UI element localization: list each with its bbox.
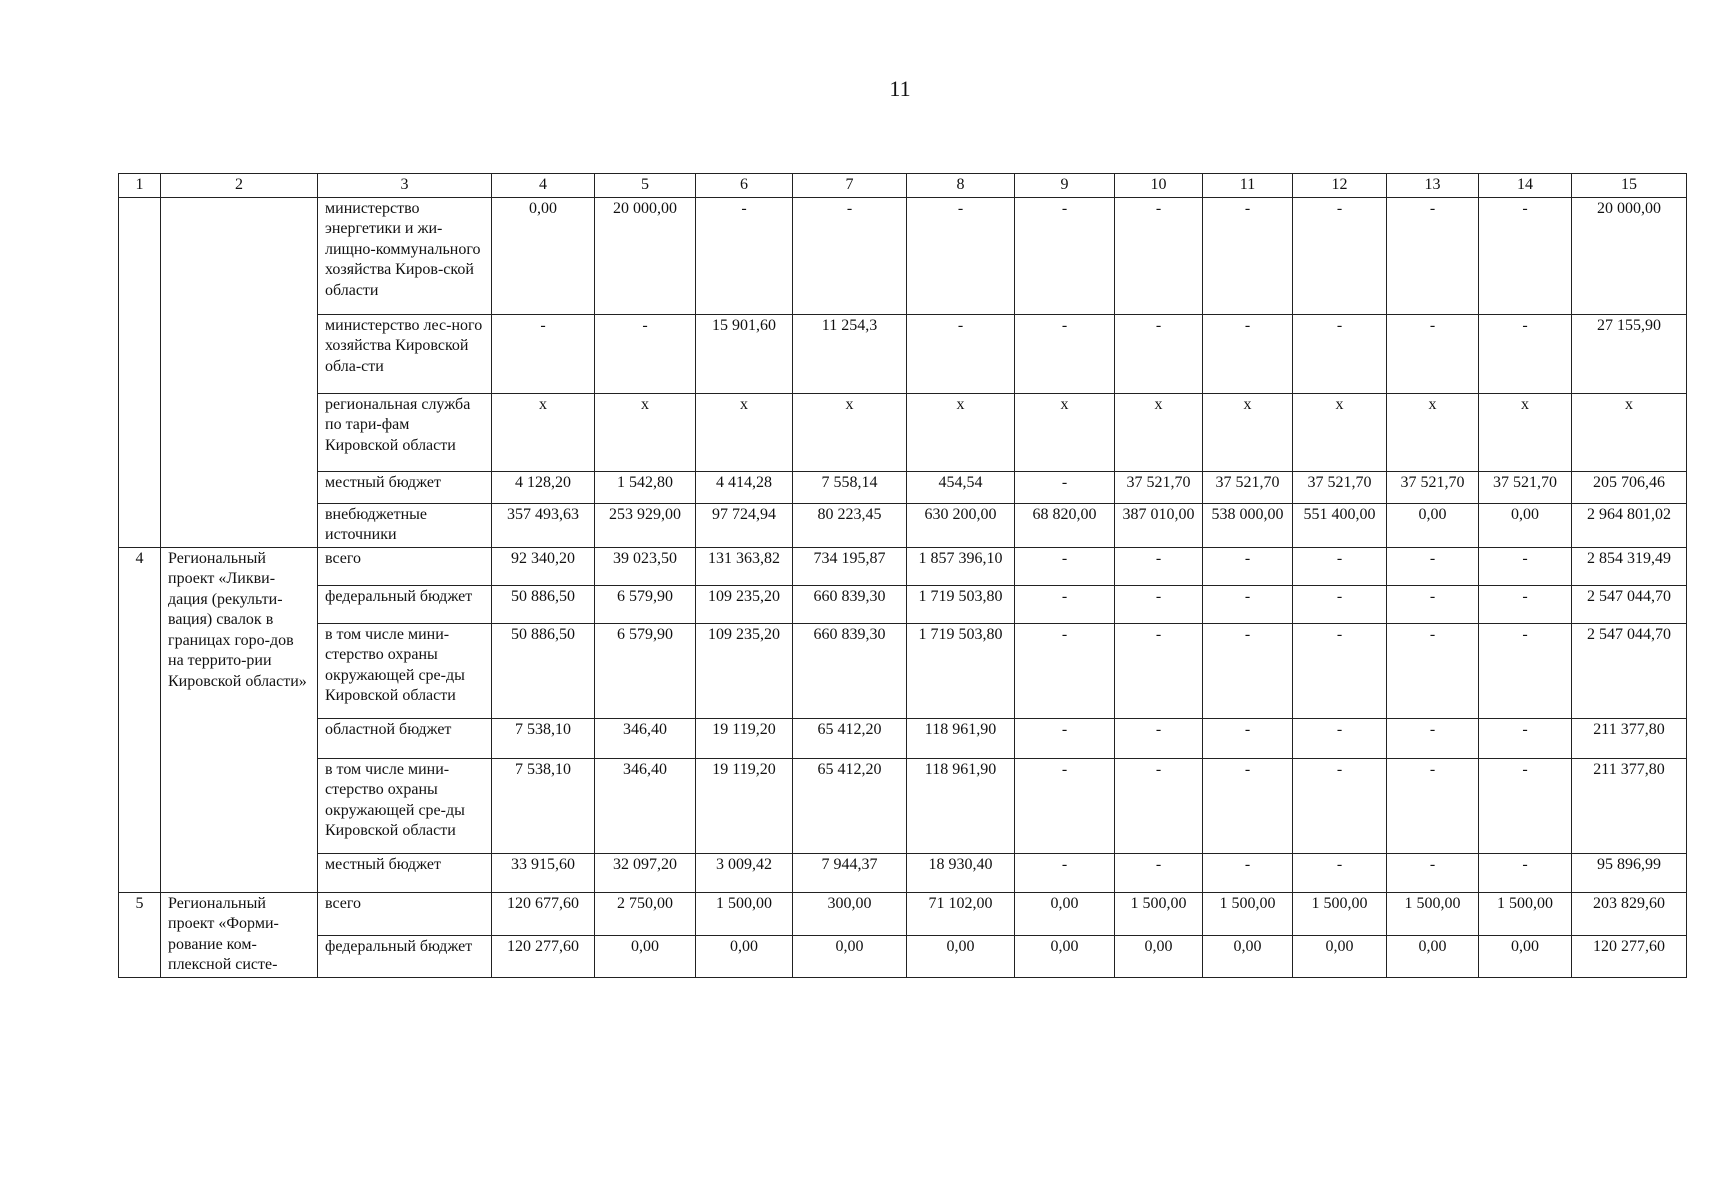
- amount-cell: 660 839,30: [793, 623, 907, 718]
- amount-cell: 37 521,70: [1203, 471, 1293, 503]
- column-number: 13: [1387, 174, 1479, 198]
- funding-source: внебюджетные источники: [318, 503, 492, 547]
- amount-cell: 118 961,90: [907, 758, 1015, 853]
- table-row: [119, 718, 1687, 758]
- amount-cell: 1 542,80: [595, 471, 696, 503]
- amount-cell: 97 724,94: [696, 503, 793, 547]
- funding-source: министерство энергетики и жи-лищно-коммунального хозяйства Киров-ской области: [318, 197, 492, 314]
- amount-cell: -: [1293, 547, 1387, 585]
- amount-cell: -: [1115, 718, 1203, 758]
- amount-cell: 2 750,00: [595, 892, 696, 936]
- amount-cell: -: [1203, 758, 1293, 853]
- amount-cell: 357 493,63: [492, 503, 595, 547]
- amount-cell: -: [1479, 758, 1572, 853]
- amount-cell: -: [492, 314, 595, 393]
- table-row: [119, 547, 1687, 585]
- amount-cell: -: [1387, 623, 1479, 718]
- amount-cell: 19 119,20: [696, 758, 793, 853]
- funding-source: в том числе мини-стерство охраны окружающей сре-ды Кировской области: [318, 623, 492, 718]
- amount-cell: 734 195,87: [793, 547, 907, 585]
- item-number: [119, 197, 161, 547]
- amount-cell: x: [793, 393, 907, 471]
- amount-cell: 1 500,00: [1203, 892, 1293, 936]
- amount-cell: 1 500,00: [1115, 892, 1203, 936]
- table-row: [119, 197, 1687, 314]
- amount-cell: 19 119,20: [696, 718, 793, 758]
- amount-cell: -: [1015, 718, 1115, 758]
- amount-cell: 6 579,90: [595, 623, 696, 718]
- amount-cell: 253 929,00: [595, 503, 696, 547]
- amount-cell: x: [1115, 393, 1203, 471]
- total-value: 20 000,00: [1572, 197, 1687, 314]
- amount-cell: 20 000,00: [595, 197, 696, 314]
- column-number: 5: [595, 174, 696, 198]
- amount-cell: -: [1387, 758, 1479, 853]
- amount-cell: 538 000,00: [1203, 503, 1293, 547]
- amount-cell: 551 400,00: [1293, 503, 1387, 547]
- amount-cell: 65 412,20: [793, 758, 907, 853]
- amount-cell: 0,00: [1203, 936, 1293, 977]
- project-name: [161, 197, 318, 547]
- amount-cell: 454,54: [907, 471, 1015, 503]
- amount-cell: 0,00: [907, 936, 1015, 977]
- amount-cell: 3 009,42: [696, 853, 793, 892]
- amount-cell: 1 500,00: [696, 892, 793, 936]
- amount-cell: 50 886,50: [492, 623, 595, 718]
- amount-cell: 346,40: [595, 718, 696, 758]
- total-value: 120 277,60: [1572, 936, 1687, 977]
- amount-cell: -: [1479, 623, 1572, 718]
- funding-source: всего: [318, 547, 492, 585]
- amount-cell: -: [1015, 623, 1115, 718]
- amount-cell: -: [1015, 853, 1115, 892]
- amount-cell: x: [1479, 393, 1572, 471]
- amount-cell: 120 277,60: [492, 936, 595, 977]
- amount-cell: -: [1203, 623, 1293, 718]
- amount-cell: -: [1203, 853, 1293, 892]
- amount-cell: 71 102,00: [907, 892, 1015, 936]
- amount-cell: -: [1015, 585, 1115, 623]
- amount-cell: -: [1015, 197, 1115, 314]
- column-number: 6: [696, 174, 793, 198]
- table-row: [119, 758, 1687, 853]
- total-value: 205 706,46: [1572, 471, 1687, 503]
- funding-source: федеральный бюджет: [318, 585, 492, 623]
- funding-source: областной бюджет: [318, 718, 492, 758]
- amount-cell: 0,00: [1015, 892, 1115, 936]
- amount-cell: -: [1293, 718, 1387, 758]
- table-row: [119, 892, 1687, 936]
- amount-cell: 109 235,20: [696, 585, 793, 623]
- amount-cell: 92 340,20: [492, 547, 595, 585]
- amount-cell: 65 412,20: [793, 718, 907, 758]
- amount-cell: 68 820,00: [1015, 503, 1115, 547]
- funding-source: местный бюджет: [318, 853, 492, 892]
- total-value: 211 377,80: [1572, 758, 1687, 853]
- total-value: 2 854 319,49: [1572, 547, 1687, 585]
- amount-cell: 1 500,00: [1293, 892, 1387, 936]
- amount-cell: 7 944,37: [793, 853, 907, 892]
- amount-cell: 33 915,60: [492, 853, 595, 892]
- amount-cell: -: [1203, 718, 1293, 758]
- amount-cell: 37 521,70: [1387, 471, 1479, 503]
- amount-cell: 0,00: [492, 197, 595, 314]
- column-number: 9: [1015, 174, 1115, 198]
- amount-cell: -: [907, 314, 1015, 393]
- amount-cell: -: [696, 197, 793, 314]
- total-value: 211 377,80: [1572, 718, 1687, 758]
- funding-source: региональная служба по тари-фам Кировской области: [318, 393, 492, 471]
- amount-cell: -: [1203, 547, 1293, 585]
- amount-cell: 50 886,50: [492, 585, 595, 623]
- amount-cell: 630 200,00: [907, 503, 1015, 547]
- table-row: [119, 936, 1687, 977]
- amount-cell: -: [793, 197, 907, 314]
- column-number: 14: [1479, 174, 1572, 198]
- amount-cell: 387 010,00: [1115, 503, 1203, 547]
- amount-cell: -: [1293, 853, 1387, 892]
- total-value: 2 547 044,70: [1572, 585, 1687, 623]
- total-value: 95 896,99: [1572, 853, 1687, 892]
- table-row: [119, 503, 1687, 547]
- amount-cell: 0,00: [696, 936, 793, 977]
- amount-cell: 18 930,40: [907, 853, 1015, 892]
- amount-cell: x: [1203, 393, 1293, 471]
- amount-cell: -: [1115, 585, 1203, 623]
- column-number: 1: [119, 174, 161, 198]
- amount-cell: x: [492, 393, 595, 471]
- amount-cell: 4 128,20: [492, 471, 595, 503]
- amount-cell: 0,00: [1293, 936, 1387, 977]
- amount-cell: -: [1115, 314, 1203, 393]
- amount-cell: 4 414,28: [696, 471, 793, 503]
- amount-cell: -: [1115, 623, 1203, 718]
- amount-cell: 7 558,14: [793, 471, 907, 503]
- column-number: 7: [793, 174, 907, 198]
- funding-source: всего: [318, 892, 492, 936]
- table-row: [119, 853, 1687, 892]
- column-number: 8: [907, 174, 1015, 198]
- column-number: 3: [318, 174, 492, 198]
- funding-source: местный бюджет: [318, 471, 492, 503]
- amount-cell: -: [1479, 853, 1572, 892]
- amount-cell: -: [1479, 718, 1572, 758]
- table-row: [119, 471, 1687, 503]
- amount-cell: -: [1479, 585, 1572, 623]
- amount-cell: x: [696, 393, 793, 471]
- amount-cell: -: [1203, 314, 1293, 393]
- amount-cell: -: [1387, 547, 1479, 585]
- amount-cell: -: [595, 314, 696, 393]
- amount-cell: 0,00: [1115, 936, 1203, 977]
- amount-cell: 0,00: [1479, 936, 1572, 977]
- total-value: x: [1572, 393, 1687, 471]
- column-number: 10: [1115, 174, 1203, 198]
- column-number: 11: [1203, 174, 1293, 198]
- amount-cell: 109 235,20: [696, 623, 793, 718]
- amount-cell: 300,00: [793, 892, 907, 936]
- amount-cell: 0,00: [1015, 936, 1115, 977]
- amount-cell: 0,00: [1479, 503, 1572, 547]
- amount-cell: 1 500,00: [1387, 892, 1479, 936]
- amount-cell: x: [595, 393, 696, 471]
- item-number: 5: [119, 892, 161, 977]
- amount-cell: -: [1015, 758, 1115, 853]
- table-body: [119, 197, 1687, 977]
- item-number: 4: [119, 547, 161, 892]
- amount-cell: x: [1293, 393, 1387, 471]
- funding-source: федеральный бюджет: [318, 936, 492, 977]
- amount-cell: -: [1387, 585, 1479, 623]
- amount-cell: -: [1293, 623, 1387, 718]
- amount-cell: 37 521,70: [1293, 471, 1387, 503]
- table-row: [119, 314, 1687, 393]
- amount-cell: x: [907, 393, 1015, 471]
- amount-cell: -: [1203, 197, 1293, 314]
- amount-cell: 660 839,30: [793, 585, 907, 623]
- amount-cell: 131 363,82: [696, 547, 793, 585]
- amount-cell: -: [1479, 314, 1572, 393]
- column-number-row: [119, 174, 1687, 198]
- amount-cell: -: [1387, 718, 1479, 758]
- total-value: 27 155,90: [1572, 314, 1687, 393]
- amount-cell: x: [1387, 393, 1479, 471]
- amount-cell: 11 254,3: [793, 314, 907, 393]
- project-name: Региональный проект «Ликви-дация (рекульти-вация) свалок в границах горо-дов на террито-рии Кировской области»: [161, 547, 318, 892]
- amount-cell: 1 500,00: [1479, 892, 1572, 936]
- amount-cell: -: [1015, 471, 1115, 503]
- project-name: Региональный проект «Форми-рование ком-плексной систе-: [161, 892, 318, 977]
- amount-cell: -: [1115, 758, 1203, 853]
- funding-source: в том числе мини-стерство охраны окружающей сре-ды Кировской области: [318, 758, 492, 853]
- amount-cell: -: [1387, 197, 1479, 314]
- amount-cell: -: [1115, 547, 1203, 585]
- amount-cell: 39 023,50: [595, 547, 696, 585]
- table-row: [119, 393, 1687, 471]
- budget-table: [118, 173, 1687, 978]
- amount-cell: -: [1293, 585, 1387, 623]
- table-row: [119, 585, 1687, 623]
- amount-cell: 0,00: [1387, 936, 1479, 977]
- amount-cell: -: [1115, 853, 1203, 892]
- amount-cell: -: [1387, 314, 1479, 393]
- total-value: 203 829,60: [1572, 892, 1687, 936]
- amount-cell: 0,00: [595, 936, 696, 977]
- page-number: 11: [889, 76, 911, 101]
- amount-cell: 1 857 396,10: [907, 547, 1015, 585]
- column-number: 12: [1293, 174, 1387, 198]
- amount-cell: 118 961,90: [907, 718, 1015, 758]
- table-row: [119, 623, 1687, 718]
- amount-cell: 0,00: [793, 936, 907, 977]
- amount-cell: 80 223,45: [793, 503, 907, 547]
- amount-cell: 1 719 503,80: [907, 623, 1015, 718]
- amount-cell: 32 097,20: [595, 853, 696, 892]
- amount-cell: 0,00: [1387, 503, 1479, 547]
- total-value: 2 964 801,02: [1572, 503, 1687, 547]
- amount-cell: x: [1015, 393, 1115, 471]
- amount-cell: -: [1293, 314, 1387, 393]
- amount-cell: 37 521,70: [1115, 471, 1203, 503]
- amount-cell: -: [1293, 758, 1387, 853]
- amount-cell: -: [1479, 197, 1572, 314]
- amount-cell: -: [1015, 314, 1115, 393]
- amount-cell: 346,40: [595, 758, 696, 853]
- amount-cell: -: [1479, 547, 1572, 585]
- column-number: 15: [1572, 174, 1687, 198]
- amount-cell: -: [1387, 853, 1479, 892]
- amount-cell: 15 901,60: [696, 314, 793, 393]
- column-number: 4: [492, 174, 595, 198]
- amount-cell: 37 521,70: [1479, 471, 1572, 503]
- column-number: 2: [161, 174, 318, 198]
- amount-cell: -: [1293, 197, 1387, 314]
- amount-cell: 120 677,60: [492, 892, 595, 936]
- total-value: 2 547 044,70: [1572, 623, 1687, 718]
- amount-cell: -: [1015, 547, 1115, 585]
- amount-cell: 7 538,10: [492, 758, 595, 853]
- amount-cell: 7 538,10: [492, 718, 595, 758]
- amount-cell: -: [907, 197, 1015, 314]
- amount-cell: -: [1115, 197, 1203, 314]
- amount-cell: 6 579,90: [595, 585, 696, 623]
- amount-cell: -: [1203, 585, 1293, 623]
- amount-cell: 1 719 503,80: [907, 585, 1015, 623]
- funding-source: министерство лес-ного хозяйства Кировской обла-сти: [318, 314, 492, 393]
